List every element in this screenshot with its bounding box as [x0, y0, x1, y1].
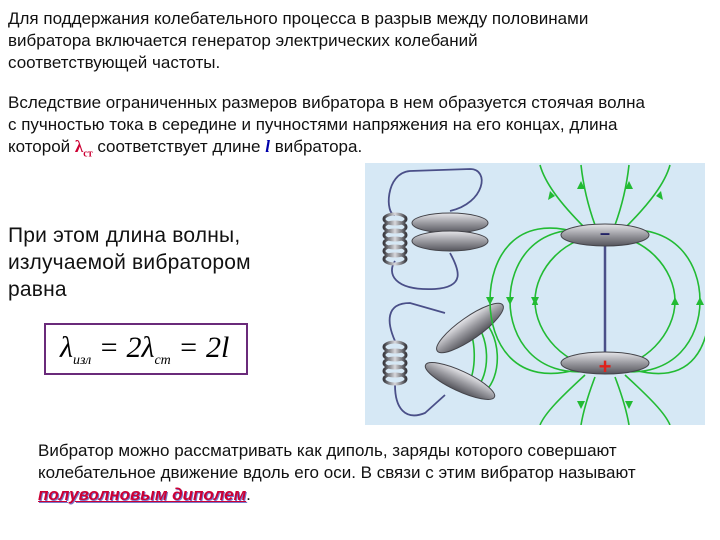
length-symbol: l	[265, 137, 270, 156]
lower-wire-bottom	[395, 385, 445, 415]
plus-charge-label: +	[598, 354, 612, 379]
upper-coil	[384, 214, 406, 264]
lambda-symbol: λ	[74, 137, 84, 156]
standing-wave-text-start: Вследствие ограниченных размеров вибратора в нем образуется стоячая волна с пучностью тока в середине и пучностями напряжения на его концах, длина которой	[8, 93, 645, 156]
dipole-paragraph	[38, 440, 678, 506]
upper-plate-bottom	[412, 231, 488, 251]
dipole-illustration	[365, 163, 705, 425]
wavelength-paragraph: При этом длина волны, излучаемой вибратором равна	[8, 224, 251, 301]
formula-subscript-2: ст	[154, 353, 171, 368]
upper-wire-bottom	[392, 253, 458, 289]
half-wave-dipole-term: полуволновым диполем	[38, 485, 247, 504]
upper-wire-top	[389, 169, 482, 215]
lower-coil	[384, 342, 406, 384]
dipole-text-end: .	[246, 485, 251, 504]
formula-length: l	[221, 331, 230, 364]
standing-wave-text-middle: соответствует длине	[92, 137, 266, 156]
lambda-standing-symbol	[74, 137, 93, 160]
dipole-figure	[365, 163, 705, 425]
formula-lambda-1: λ	[60, 331, 73, 364]
dipole-field-lines	[490, 165, 705, 425]
dipole-field-arrows	[486, 181, 704, 409]
formula-subscript-1: изл	[73, 353, 92, 368]
formula-equals-1: = 2	[91, 331, 142, 364]
formula-equals-2: = 2	[170, 331, 222, 364]
lambda-subscript: ст	[83, 148, 93, 160]
formula-lambda-2: λ	[141, 331, 155, 364]
standing-wave-text-end: вибратора.	[269, 137, 363, 156]
standing-wave-paragraph	[8, 92, 648, 165]
upper-oscillator	[384, 169, 488, 289]
intro-paragraph: Для поддержания колебательного процесса в разрыв между половинами вибратора включается генератор электрических колебаний соответствующей частоты.	[8, 9, 589, 72]
upper-plate-top	[412, 213, 488, 233]
formula-box	[44, 323, 248, 375]
minus-charge-label: –	[599, 223, 611, 243]
lower-wire-top	[390, 303, 445, 341]
wavelength-formula	[60, 329, 229, 380]
dipole-text-start: Вибратор можно рассматривать как диполь, заряды которого совершают колебательное движение вдоль его оси. В связи с этим вибратор называют	[38, 441, 636, 482]
